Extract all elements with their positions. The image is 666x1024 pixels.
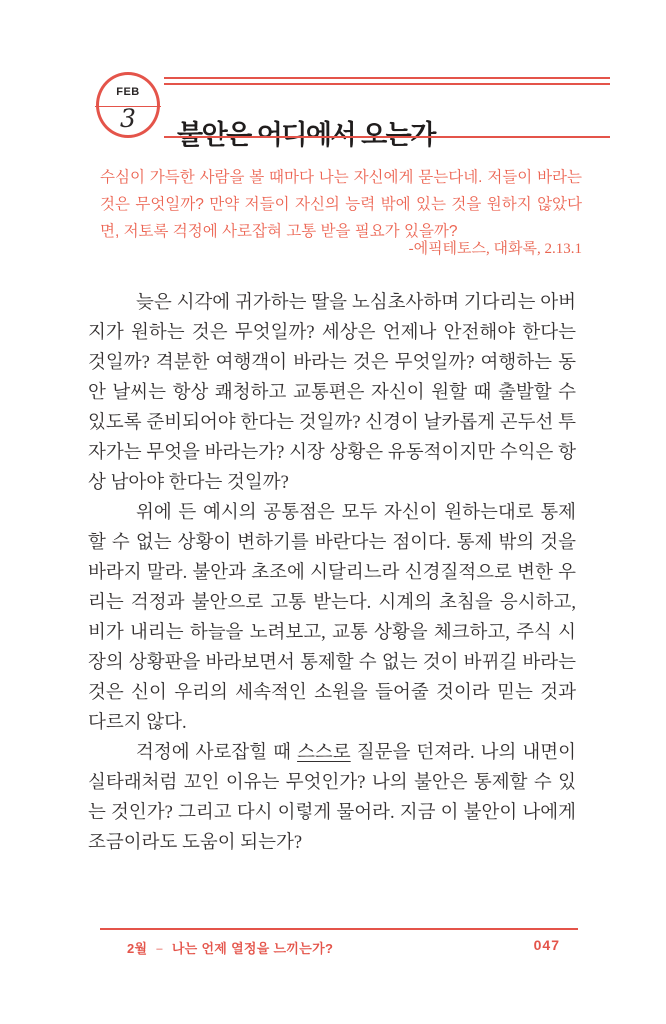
quote-attribution: -에픽테토스, 대화록, 2.13.1 <box>408 241 582 257</box>
body-text <box>88 288 576 858</box>
epigraph-quote: 수심이 가득한 사람을 볼 때마다 나는 자신에게 묻는다네. 저들이 바라는 것은 무엇일까? 만약 저들이 자신의 능력 밖에 있는 것을 원하지 않았다면, 저토록 걱정에 사로잡혀 고통 받을 필요가 있을까? <box>100 169 582 240</box>
footer-rule <box>100 928 578 930</box>
page-number: 047 <box>533 937 560 953</box>
date-badge-month: FEB <box>116 86 140 98</box>
body-paragraph: 위에 든 예시의 공통점은 모두 자신이 원하는대로 통제할 수 없는 상황이 변하기를 바란다는 점이다. 통제 밖의 것을 바라지 말라. 불안과 초조에 시달리느라 신경질적으로 변한 우리는 걱정과 불안으로 고통 받는다. 시계의 초침을 응시하고, 비가 내리는 하늘을 노려보고, 교통 상황을 체크하고, 주식 시장의 상황판을 바라보면서 통제할 수 없는 것이 바뀌길 바라는 것은 신이 우리의 세속적인 소원을 들어줄 것이라 믿는 것과 다르지 않다. <box>88 503 577 733</box>
header-double-rule <box>164 77 610 85</box>
footer-separator: – <box>156 943 163 955</box>
body-paragraph-segment: 걱정에 사로잡힐 때 <box>136 743 298 763</box>
header-single-rule <box>164 136 610 138</box>
body-paragraph: 늦은 시각에 귀가하는 딸을 노심초사하며 기다리는 아버지가 원하는 것은 무엇일까? 세상은 언제나 안전해야 한다는 것일까? 격분한 여행객이 바라는 것은 무엇일까? 여행하는 동안 날씨는 항상 쾌청하고 교통편은 자신이 원할 때 출발할 수 있도록 준비되어야 한다는 것일까? 신경이 날카롭게 곤두선 투자가는 무엇을 바라는가? 시장 상황은 유동적이지만 수익은 항상 남아야 한다는 것일까? <box>88 293 577 493</box>
body-paragraph <box>88 738 576 858</box>
date-badge <box>96 72 160 138</box>
date-badge-day: 3 <box>120 104 136 133</box>
body-paragraph-segment: 질문을 던져라. 나의 내면이 실타래처럼 꼬인 이유는 무엇인가? 나의 불안은 통제할 수 있는 것인가? 그리고 다시 이렇게 물어라. 지금 이 불안이 나에게 조금이라도 도움이 되는가? <box>88 743 577 853</box>
page-title: 불안은 어디에서 오는가 <box>177 120 435 151</box>
footer-chapter-title: 나는 언제 열정을 느끼는가? <box>171 941 334 956</box>
underlined-word: 스스로 <box>297 743 351 763</box>
date-badge-divider <box>95 106 161 107</box>
footer-chapter-info <box>127 938 333 957</box>
footer-month: 2월 <box>127 941 148 956</box>
